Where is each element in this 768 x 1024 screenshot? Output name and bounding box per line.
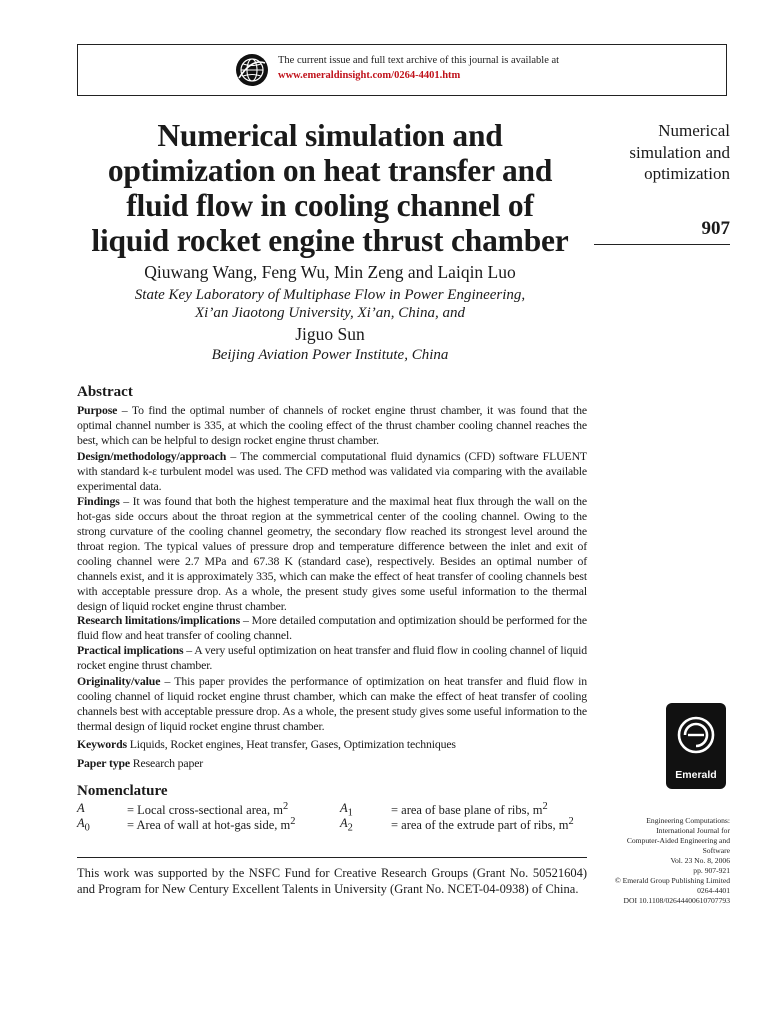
- section-label: Originality/value: [77, 674, 161, 688]
- section-text: – To find the optimal number of channels of rocket engine thrust chamber, it was found that the optimal channel number is 335, at which the cooling effect of the thrust chamber cooling channel reaches the best, which can be helpful to design rocket engine thrust chamber.: [77, 403, 587, 447]
- journal-info-line: pp. 907-921: [693, 866, 730, 875]
- abstract-originality: [77, 674, 587, 734]
- running-head-line: simulation and: [629, 142, 730, 162]
- nomenclature-definition: [391, 816, 574, 833]
- journal-info-line: International Journal for: [656, 826, 730, 835]
- journal-info-line: Software: [702, 846, 730, 855]
- paper-type-text: Research paper: [130, 756, 204, 770]
- section-text: – This paper provides the performance of optimization on heat transfer and fluid flow in cooling channel of liquid rocket engine thrust chamber, which can make the effect of heat transfer of cooling channels best with acceptable pressure drop. As a whole, the present study gives some useful information to the thermal design of liquid rocket engine thrust chamber.: [77, 674, 587, 733]
- section-label: Research limitations/implications: [77, 613, 241, 627]
- abstract-practical: [77, 643, 587, 673]
- running-head: [600, 120, 730, 185]
- nomenclature-row: [340, 816, 353, 834]
- journal-info-line: DOI 10.1108/02644400610707793: [623, 896, 730, 905]
- definition: = area of base plane of ribs, m: [391, 803, 543, 818]
- symbol-subscript: 2: [347, 822, 353, 834]
- symbol: A: [340, 816, 348, 830]
- authors-secondary: Jiguo Sun: [295, 324, 365, 344]
- journal-link[interactable]: www.emeraldinsight.com/0264-4401.htm: [278, 70, 461, 81]
- keywords-text: Liquids, Rocket engines, Heat transfer, Gases, Optimization techniques: [126, 737, 456, 751]
- definition: = Local cross-sectional area, m: [127, 803, 283, 818]
- section-label: Findings: [77, 494, 120, 508]
- emerald-e-icon: [676, 713, 716, 763]
- emerald-logo: [666, 703, 726, 789]
- title-line: fluid flow in cooling channel of: [126, 188, 534, 223]
- abstract-limitations: [77, 613, 587, 643]
- section-label: Purpose: [77, 403, 118, 417]
- affiliation-line: State Key Laboratory of Multiphase Flow in Power Engineering,: [134, 287, 526, 303]
- keywords-label: Keywords: [77, 737, 127, 751]
- running-head-line: optimization: [644, 164, 730, 183]
- affiliation-primary: [60, 286, 600, 322]
- journal-info-line: Engineering Computations:: [646, 816, 730, 825]
- journal-info-line: 0264-4401: [697, 886, 730, 895]
- abstract-heading: Abstract: [77, 384, 133, 400]
- journal-info-line: Vol. 23 No. 8, 2006: [670, 856, 730, 865]
- running-head-rule: [594, 244, 730, 245]
- section-text: – More detailed computation and optimization should be performed for the fluid flow and heat transfer of cooling channel.: [77, 613, 588, 642]
- definition: = Area of wall at hot-gas side, m: [127, 818, 291, 833]
- definition-superscript: 2: [282, 801, 289, 812]
- abstract-findings: [77, 494, 587, 614]
- section-text: – It was found that both the highest temperature and the maximal heat flux through the wall on the hot-gas side occurs about the throat region at the symmetrical center of the cooling channel. Owing to the strong curvature of the cooling channel geometry, the secondary flow reached its strongest level around the throat region. The typical values of pressure drop and temperature difference between the inlet and exit of cooling channel were 2.7 MPa and 67.38 K (standard case), respectively. Besides an optimal number of channels exist, and it is approximately 335, which can make the effect of heat transfer of cooling channels best with acceptable pressure drop. As a whole, the present study gives some useful information to the thermal design of liquid rocket engine thrust chamber.: [77, 494, 587, 613]
- title-line: liquid rocket engine thrust chamber: [91, 223, 569, 258]
- symbol-subscript: 0: [84, 822, 90, 834]
- banner-text: The current issue and full text archive of this journal is available at: [278, 55, 560, 66]
- definition-superscript: 2: [290, 816, 296, 827]
- affiliation-secondary: Beijing Aviation Power Institute, China: [211, 347, 449, 363]
- nomenclature-heading: Nomenclature: [77, 783, 168, 799]
- symbol: A: [340, 801, 348, 815]
- journal-info-line: © Emerald Group Publishing Limited: [614, 876, 730, 885]
- abstract-design: [77, 449, 587, 494]
- footnote-rule: [77, 857, 587, 858]
- page-number: 907: [701, 218, 730, 239]
- section-text: – A very useful optimization on heat transfer and fluid flow in cooling channel of liquid rocket engine thrust chamber.: [77, 643, 587, 672]
- keywords: [77, 737, 587, 752]
- funding-footnote: This work was supported by the NSFC Fund for Creative Research Groups (Grant No. 50521604) and Program for New Century Excellent Talents in University (Grant No. NCET-04-0938) of China.: [77, 866, 587, 896]
- definition-superscript: 2: [542, 801, 548, 812]
- paper-title: [60, 118, 600, 258]
- journal-availability-banner: [77, 44, 727, 96]
- title-line: Numerical simulation and: [157, 118, 503, 153]
- journal-info: [590, 816, 730, 906]
- symbol-subscript: 1: [347, 807, 353, 819]
- section-label: Practical implications: [77, 643, 184, 657]
- running-head-line: Numerical: [658, 121, 730, 140]
- definition: = area of the extrude part of ribs, m: [391, 818, 569, 833]
- symbol: A: [77, 816, 85, 830]
- paper-type: [77, 756, 587, 771]
- section-label: Design/methodology/approach: [77, 449, 227, 463]
- definition-superscript: 2: [568, 816, 574, 827]
- nomenclature-definition: [127, 816, 295, 833]
- section-text: – The commercial computational fluid dynamics (CFD) software FLUENT with standard k-ε turbulent model was used. The CFD method was validated via comparing with the available experimental data.: [77, 449, 587, 493]
- symbol: A: [77, 801, 85, 815]
- title-line: optimization on heat transfer and: [107, 153, 553, 188]
- affiliation-line: Xi’an Jiaotong University, Xi’an, China, and: [195, 305, 465, 321]
- paper-type-label: Paper type: [77, 756, 130, 770]
- globe-icon: [236, 54, 268, 86]
- nomenclature-row: [77, 816, 90, 834]
- authors-primary: Qiuwang Wang, Feng Wu, Min Zeng and Laiqin Luo: [144, 262, 516, 282]
- journal-info-line: Computer-Aided Engineering and: [626, 836, 730, 845]
- logo-label: Emerald: [675, 769, 717, 781]
- abstract-purpose: [77, 403, 587, 448]
